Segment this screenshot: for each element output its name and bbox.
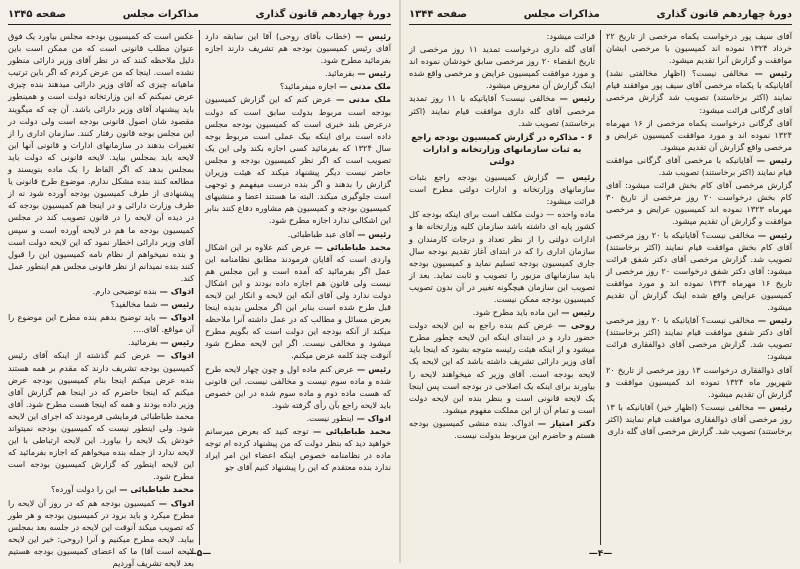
speaker: محمد طباطبائی — — [308, 426, 391, 436]
column-divider — [600, 30, 601, 545]
speech: عرض کنم ماده اول و چون چهار لایحه طرح شده و ماده سوم نیست و مخالفی نیست. این قانونی که هست ماده دوم و ماده سوم شده در این خصوص باید لایحه راجع بآن رأی گرفته شود. — [205, 363, 391, 410]
paragraph — [409, 43, 595, 91]
speech: آقای گرگانی درخواست یکماه مرخصی از ۱۶ مهرماه ۱۳۲۴ نموده اند و مورد موافقت کمیسیون عرایض و مرخصی واقع گزارش آن تقدیم میشود. — [606, 117, 792, 152]
header-rule — [8, 24, 391, 25]
speaker: روحی — — [553, 320, 595, 331]
paragraph — [8, 298, 194, 310]
document-title: مذاکرات مجلس — [523, 8, 600, 20]
journal-title: دورهٔ چهاردهم قانون گذاری — [255, 8, 391, 20]
speaker: رئیس — — [555, 93, 596, 104]
speaker: رئیس — — [157, 337, 194, 348]
paragraph — [205, 80, 391, 92]
speaker: دکتر امتیاز — — [533, 417, 595, 428]
speech: اجازه میفرمائید؟ — [279, 81, 337, 92]
paragraph — [205, 228, 391, 240]
speaker: رئیس — — [354, 228, 391, 239]
speech: آقای ذوالفقاری درخواست ۱۳ روز مرخصی از تاریخ ۲۰ شهریور ماه ۱۳۲۴ نموده اند کمیسیون موافقت و گزارش آن تقدیم میشود. — [606, 364, 792, 399]
speaker: محمد طباطبائی — — [116, 484, 194, 495]
page-number: —۴— — [588, 549, 613, 559]
paragraph — [606, 314, 792, 362]
right-page — [401, 0, 800, 563]
paragraph — [409, 417, 595, 441]
speech: آقای عبد طباطبائی. — [287, 228, 355, 239]
speech: اینطور نیست. — [306, 412, 354, 423]
speech: بفرمائید. — [127, 337, 158, 348]
speech: توجه کنید که بعرض میرسانم خواهید دید که بنظر دولت که من پیشنهاد کرده ام توجه ماده در نظامنامه خصوص اینکه اعضاء این امر ایراد ندارد بنده معتقدم که این را پیشنهاد کنیم آقای جو — [205, 426, 391, 473]
journal-title: دورهٔ چهاردهم قانون گذاری — [656, 8, 792, 20]
speech: مخالفی نیست؟ (اظهار خیر) آقایانیکه با ۱۳ روز مرخصی آقای ذوالفقاری موافقت قیام نمایند (اکثر برخاستند) تصویب شد. گزارش مرخصی آقای گله داری — [606, 401, 792, 436]
paragraph — [409, 306, 595, 318]
speech: مخالفی نیست؟ (اظهار مخالفتی نشد) آقایانیکه با یکماه مرخصی آقای سیف پور موافقند قیام نمایند (اکثر برخاستند) تصویب شد گزارش مرخصی آقای گرگانی قرائت میشود: — [606, 68, 792, 115]
paragraph — [409, 171, 595, 207]
header-rule — [409, 24, 792, 25]
paragraph — [606, 30, 792, 66]
speaker: ادواک — — [156, 285, 194, 296]
paragraph — [205, 241, 391, 362]
speaker: رئیس — — [548, 172, 595, 183]
page-number: —۵— — [187, 549, 212, 559]
speech: آقایانیکه با مرخصی آقای گرگانی موافقت قیام نمایند (اکثر برخاستند) تصویب شد. — [606, 154, 792, 178]
paragraph — [409, 208, 595, 305]
text-column-right — [606, 30, 792, 545]
speaker: ادواک — — [150, 350, 194, 361]
text-column-right — [205, 30, 391, 545]
paragraph — [606, 229, 792, 314]
speech: عرض کنم که این گزارش کمیسیون بودجه است مربوط بدولت سابق است که دولت درعرض بلند خبری است که کمیسیون بودجه مجلس داده است برای اینکه بیک عملی است مربوط بوجه سال ۱۳۲۴ که بفرمائید کسی اجازه بکند ولی این یک تصویب است که اگر نظر کمیسیون بودجه و مجلس حاضر نیست دیگر پیشنهاد میکند که هیئت وزیران گزارش را بدهند و اگر بنده درست میفهمم و توجهی است جلوگیری میکند. البته ما هستند اعضا و منشیهای کمیسیون بودجه و کمیسیون هم مشاوره دفاع کنند بنابر این اشکالی ندارد اجازه مطرح شود. — [205, 94, 392, 226]
speech: عرض کنم علاوه بر این اشکال واردی است که آقایان فرمودند مطابق نظامنامه این عمل اگر بفرمائید که آمده است و این مجلس هم نیست ولی قانون هم اجازه داده بودند و این اشکال دولت ندارد ولی آقای آنکه این لایحه و انکار این لایحه قبل طرح شده است بنابر این اگر مجلس بدیده اینجا بعرض مسائل و مطالب که در عمل داشته آنرا ملاحظه میکند از آنکه بودجه این دولت است که بگویم مطرح میشود و مخالفی نیست. اگر این لایحه مطرح شود آنوقت چند کلمه عرض میکنم. — [205, 241, 391, 361]
page-header — [8, 6, 391, 22]
speaker: رئیس — — [157, 299, 194, 310]
speaker: رئیس — — [754, 401, 793, 412]
speech: باید توضیح بدهم بنده مطرح این موضوع را آن مواقع. آقای.... — [8, 312, 194, 335]
text-column-left — [409, 30, 595, 545]
speaker: ادواک — — [155, 497, 194, 508]
speech: ماده واحده — دولت مکلف است برای اینکه بودجه کل کشور پایه ای داشته باشد سازمان کلیه وزارتخانه ها و ادارات دولتی را از نظر تعداد و درجات کارمندان و سازمان اداری را که در ابتدای آغاز تقدیم بودجه سال جاری کمیسیون بودجه تسلیم نماید و کمیسیون بودجه باید سازمانهای مزبور را تصویب و ثابت نماید. بعد از تصویب این سازمان هیچگونه تغییر در آن بدون تصویب کمیسیون بودجه ممکن نیست. — [409, 209, 595, 304]
speech: مخالفی نیست؟ آقایانیکه با ۲۰ روز مرخصی آقای دکتر شفق موافقت قیام نمایند (اکثر برخاستند) تصویب شد. گزارش مرخصی آقای ذوالفقاری قرائت میشود: — [606, 315, 792, 362]
paragraph — [606, 179, 792, 227]
section-heading: ۶ - مذاکره در گزارش کمیسیون بودجه راجع به ثبات سازمانهای وزارتخانه و ادارات دولتی — [411, 132, 593, 167]
speech: آقای سیف پور درخواست یکماه مرخصی از تاریخ ۲۲ خرداد ۱۳۲۴ نموده اند کمیسیون با مرخصی ایشان موافقت و گزارش آنرا تقدیم میشود. — [606, 31, 793, 66]
paragraph — [8, 285, 194, 297]
speaker: رئیس — — [558, 307, 595, 318]
speaker: رئیس — — [748, 68, 792, 79]
speech: مخالفی نیست؟ آقایانیکه با ۲۰ روز مرخصی آقای کام بخش موافقت قیام نمایند (اکثر برخاستند) تصویب شد. گزارش مرخصی آقای دکتر شفق قرائت میشود: آقای دکتر شفق درخواست ۲۰ روز مرخصی از تاریخ ۱۶ مهرماه ۱۳۲۴ نموده اند و مورد موافقت کمیسیون عرایض واقع شده اینک گزارش آن تقدیم میشود. — [606, 229, 793, 313]
speaker: رئیس — — [354, 68, 391, 79]
speech: عرض کنم بنده راجع به این لایحه دولت حضور دارد و در ابتدای اینکه این لایحه چطور مطرح میشود و از اینکه هیئت رئیسه متوجه بشود که اینجا باید آقای وزیر دارائی تشریف داشته باشد که این لایحه یک لایحه بودجه است. آقای وزیر که میخواهند لایحه را بیاورند برای اینکه یک اصلاحی در بودجه است پس اینجا یک لایحه قانونی است و بنظر بنده این لایحه دولت است و تمام آن از این مملکت مفهوم میشود. — [409, 320, 595, 415]
document-title: مذاکرات مجلس — [122, 8, 199, 20]
speech: گزارش مرخصی آقای کام بخش قرائت میشود: آقای کام بخش درخواست ۲۰ روز مرخصی از تاریخ ۳۰ مهرماه ۱۳۲۳ نموده اند کمیسیون عرایض و مرخصی موافقت و گزارش آن تقدیم میشود. — [606, 180, 793, 227]
speaker: ملک مدنی — — [336, 81, 391, 92]
speech: این ماده باید مطرح شود. — [472, 307, 559, 318]
speech: شما مخالفید؟ — [110, 299, 158, 310]
paragraph — [606, 117, 792, 153]
speaker: رئیس — — [353, 363, 392, 374]
speech: کمیسیون بودجه هم که در روز آن لایحه را مطرح میکرد و باید برود در کمیسیون بودجه و هر طور که تصویب میکند آنوقت این لایحه در جلسه بعد بمجلس بیاید. لایحه مطرح میکنیم و آنرا (روحی: خیر این لایحه لایحه است آقا) ما که اعضای کمیسیون بودجه هستیم بعد لایحه تشریف آوردیم — [8, 497, 194, 569]
speech: این را دولت آورده؟ — [51, 484, 117, 495]
speech: آقای گله داری درخواست تمدید ۱۱ روز مرخصی از تاریخ انقضاء ۲۰ روز مرخصی سابق خودشان نموده اند و مورد موافقت کمیسیون عرایض و مرخصی واقع شده اینک گزارش آن معروض میشود. — [409, 44, 595, 91]
speech: (خطاب بآقای روحی) آقا این سابقه دارد آقای رئیس کمیسیون بودجه هم تشریف دارند اجازه بفرمائید مطرح شود. — [205, 31, 391, 66]
paragraph — [409, 92, 595, 128]
speaker: رئیس — — [752, 154, 793, 165]
speech: قرائت میشود: — [546, 31, 595, 41]
text-column-left — [8, 30, 194, 569]
paragraph — [606, 154, 792, 178]
speaker: ادواک — — [353, 412, 391, 423]
paragraph — [409, 319, 595, 416]
speech: بفرمائید. — [324, 68, 355, 79]
paragraph — [8, 336, 194, 348]
page-label: صفحه ۱۳۴۴ — [409, 8, 468, 20]
paragraph — [606, 67, 792, 115]
paragraph — [205, 363, 391, 411]
speaker: ملک مدنی — — [331, 94, 391, 105]
speech: عکس است که کمیسیون بودجه مجلس بیاورد یک فوق عنوان مطلب قانونی است که من ممکن است باین دلیل ملاحظه کنند که در نظر آقای وزیر دارائی منظور نشده است. اینجا که من عرض کردم که اگر باین ترتیب ماهیانه چیزی که آقای وزیر دارائی میدهند بنده چیزی عرض نمیکنم که این وزارتخانه دولت است و همینطور باید پیشنهاد آقای وزیر دارائی باشد. آن چه که میگویند مقصود شان اصول قانونی بودجه است ولی دولت در این مجلس بوجه قانون رفتار کنند. سازمان اداری را از تغییرات بدهند در سازمانهای ادارات و قانونی آنها این لایحه باید بمجلس بیاید. لایحه قانونی که دولت باید بمجلس بدهد که اگر الفاظ را یک ماده بنویسند و مطالعه کنند بنده مشکل ندارم. موضوع طرح قانونی یا پیشنهادی از طرف کمیسیون بودجه آورده شود نه از طرف وزارت دارائی و در اینجا هم کمیسیون بودجه که در دیده آن لایحه را در قانون تصویب کند در مجلس کمیسیون بودجه ما هم در لایحه آورده است و سپس آقای وزیر دارائی اخطار نمود که این لایحه دولت است و بنده نمیخواهم از نظام نامه کمیسیون این را قبول کنند بنده نمیدانم از نظر قانونی مجلس هم اینطور عمل کند. — [8, 31, 194, 283]
paragraph — [8, 311, 194, 335]
column-divider — [199, 30, 200, 545]
speaker: رئیس — — [754, 229, 792, 240]
speech: عرض کنم گذشته از اینکه آقای رئیس کمیسیون بودجه تشریف دارند که مقدم بر همه هستند بنده عرض میکنم اینجا بنام کمیسیون بودجه عرض میکنم که اینجا حاضرم که در اینجا هم گزارش آقای وزیر داده بودند و همه که اینجا هست مطرح شود. آقای محمد طباطبائی فرمایشی فرمودند که اجرای این لایحه شود. ولی اینطور نیست که کمیسیون بودجه نمیتواند خودش یک لایحه را بیاورد. این لایحه ارتباطی با این لایحه ندارد از جمله بنده میخواهم که اجازه بفرمائید که این لایحه اینطور که گزارش کمیسیون بودجه است مطرح شود. — [8, 350, 194, 482]
paragraph — [205, 67, 391, 79]
speech: گزارش کمیسیون بودجه راجع بثبات سازمانهای وزارتخانه و ادارات دولتی مطرح است قرائت میشود: — [409, 172, 595, 207]
paragraph — [409, 30, 595, 42]
paragraph — [205, 425, 391, 473]
paragraph — [8, 349, 194, 482]
speech: ادواک. بنده منشی کمیسیون بودجه هستم و حاضرم این مربوط بدولت نیست. — [409, 417, 595, 440]
speaker: ادواک — — [155, 312, 194, 323]
speaker: محمد طباطبائی — — [310, 241, 391, 252]
paragraph — [606, 364, 792, 400]
paragraph — [8, 483, 194, 495]
speaker: رئیس — — [754, 315, 792, 326]
paragraph — [205, 30, 391, 66]
page-label: صفحه ۱۳۴۵ — [8, 8, 67, 20]
left-page — [0, 0, 399, 569]
page-header — [409, 6, 792, 22]
speaker: رئیس — — [350, 31, 391, 41]
speech: بنده توضیحی دارم. — [92, 285, 157, 296]
speech: مخالفی نیست؟ آقایانیکه با ۱۱ روز تمدید مرخصی آقای گله داری موافقت قیام نمایند (اکثر برخاستند) تصویب شد. — [409, 93, 595, 128]
paragraph — [205, 412, 391, 424]
paragraph — [205, 93, 391, 226]
paragraph — [606, 401, 792, 437]
paragraph — [8, 30, 194, 284]
